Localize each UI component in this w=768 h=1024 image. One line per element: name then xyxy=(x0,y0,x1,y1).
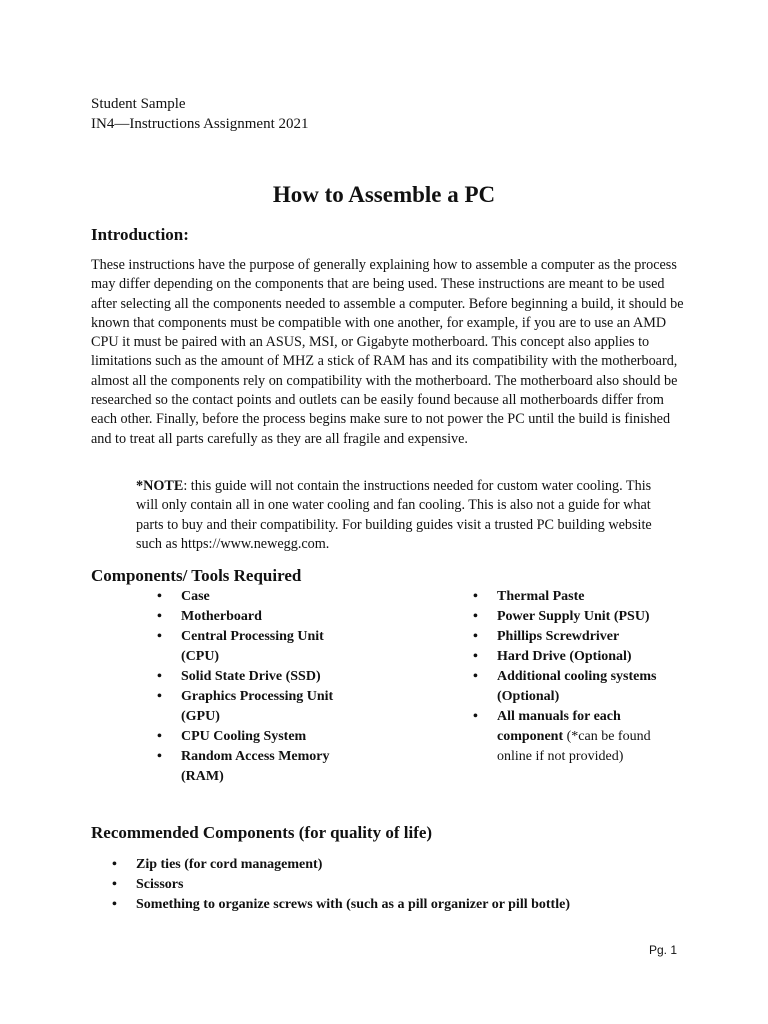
assignment-label: IN4—Instructions Assignment 2021 xyxy=(91,116,309,132)
bullet-icon: • xyxy=(157,669,162,684)
list-item: • Central Processing Unit (CPU) xyxy=(157,629,324,664)
recommended-heading: Recommended Components (for quality of life) xyxy=(91,823,433,842)
bullet-icon: • xyxy=(157,749,162,764)
list-item: • Scissors xyxy=(112,875,672,895)
list-item: • Something to organize screws with (such as a pill organizer or pill bottle) xyxy=(112,895,672,915)
bullet-icon: • xyxy=(473,629,478,644)
introduction-heading: Introduction: xyxy=(91,225,189,244)
note-text: : this guide will not contain the instructions needed for custom water cooling. This will only contain all in one water cooling and fan cooling. This is also not a guide for what parts to buy and their compatibility. For building guides visit a trusted PC building website such as https://www.newegg.com. xyxy=(136,478,652,552)
note-paragraph xyxy=(136,477,666,554)
list-item: • CPU Cooling System xyxy=(157,727,357,747)
list-item: • Additional cooling systems (Optional) xyxy=(473,669,657,704)
list-item: • Phillips Screwdriver xyxy=(473,627,673,647)
list-item: • Motherboard xyxy=(157,607,357,627)
bullet-icon: • xyxy=(157,589,162,604)
components-heading: Components/ Tools Required xyxy=(91,566,302,585)
recommended-list xyxy=(112,855,672,915)
bullet-icon: • xyxy=(112,877,117,892)
bullet-icon: • xyxy=(157,609,162,624)
bullet-icon: • xyxy=(473,709,478,724)
components-list-left xyxy=(157,587,357,787)
bullet-icon: • xyxy=(473,649,478,664)
list-item: • Zip ties (for cord management) xyxy=(112,855,672,875)
bullet-icon: • xyxy=(473,609,478,624)
list-item: • Thermal Paste xyxy=(473,587,673,607)
list-item: • Random Access Memory (RAM) xyxy=(157,749,330,784)
note-label: *NOTE xyxy=(136,478,184,494)
document-title: How to Assemble a PC xyxy=(272,182,496,207)
list-item: • Graphics Processing Unit (GPU) xyxy=(157,689,334,724)
bullet-icon: • xyxy=(473,589,478,604)
bullet-icon: • xyxy=(112,857,117,872)
list-item: • Hard Drive (Optional) xyxy=(473,647,673,667)
introduction-paragraph: These instructions have the purpose of generally explaining how to assemble a computer as the process may differ depending on the components that are being used. These instructions are meant to be used after selecting all the components needed to assemble a computer. Before beginning a build, it should be known that components must be compatible with one another, for example, if you are to use an AMD CPU it must be paired with an ASUS, MSI, or Gigabyte motherboard. This concept also applies to limitations such as the amount of MHZ a stick of RAM has and its compatibility with the motherboard, almost all the components rely on compatibility with the motherboard. The motherboard also should be researched so the contact points and outlets can be easily found because all motherboards differ from each other. Finally, before the process begins make sure to not power the PC until the build is finished and to treat all parts carefully as they are all fragile and expensive. xyxy=(91,257,684,447)
list-item: • Power Supply Unit (PSU) xyxy=(473,607,673,627)
list-item: • Solid State Drive (SSD) xyxy=(157,667,357,687)
list-item: • Case xyxy=(157,587,357,607)
page-number: Pg. 1 xyxy=(648,943,677,957)
student-label: Student Sample xyxy=(91,96,186,112)
bullet-icon: • xyxy=(112,897,117,912)
list-item: • All manuals for each component (*can be found online if not provided) xyxy=(473,709,651,764)
document-header xyxy=(91,94,309,134)
bullet-icon: • xyxy=(157,729,162,744)
bullet-icon: • xyxy=(473,669,478,684)
components-list-right xyxy=(473,587,673,767)
bullet-icon: • xyxy=(157,629,162,644)
bullet-icon: • xyxy=(157,689,162,704)
